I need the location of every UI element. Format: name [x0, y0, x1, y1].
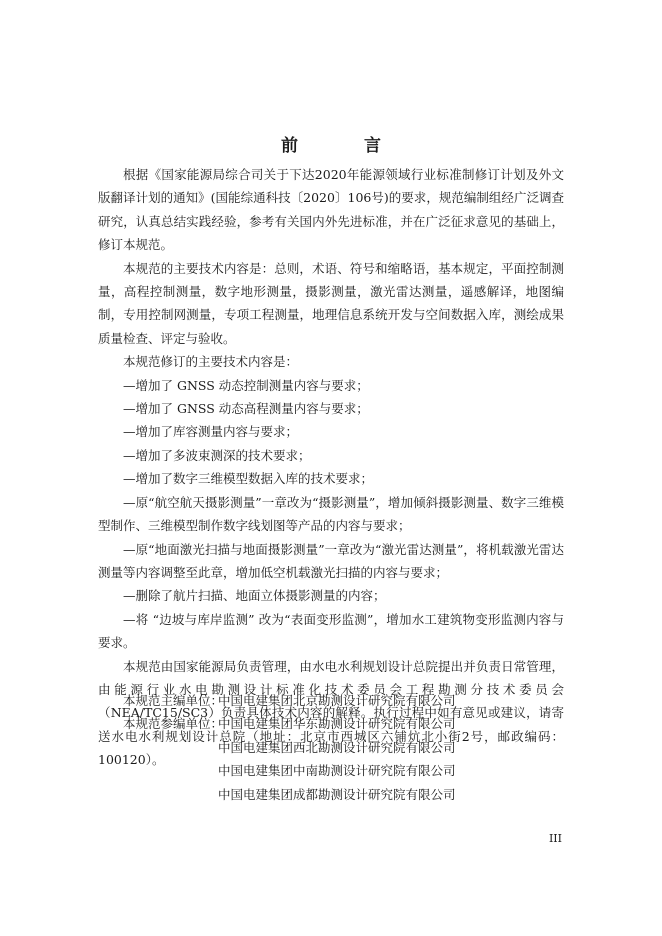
revision-item: —增加了库容测量内容与要求； [123, 424, 299, 440]
chief-unit-row [98, 689, 456, 712]
revision-item: —将 “边坡与库岸监测” 改为“表面变形监测”，增加水工建筑物变形监测内容与要求。 [98, 611, 564, 651]
paragraph-basis: 根据《国家能源局综合司关于下达2020年能源领域行业标准制修订计划及外文版翻译计划的通知》(国能综通科技〔2020〕106号)的要求，规范编制组经广泛调查研究，认真总结实践经验，参考有关国内外先进标准，并在广泛征求意见的基础上，修订本规范。 [98, 167, 564, 253]
page-number: III [548, 832, 562, 845]
revision-item: —增加了 GNSS 动态控制测量内容与要求； [123, 377, 369, 393]
editing-units [98, 689, 456, 806]
participating-unit-name: 中国电建集团成都勘测设计研究院有限公司 [218, 786, 456, 802]
preface-body [98, 163, 564, 772]
participating-unit-name: 中国电建集团华东勘测设计研究院有限公司 [218, 716, 456, 732]
revision-item: —原“地面激光扫描与地面摄影测量”一章改为“激光雷达测量”，将机载激光雷达测量等内容调整至此章，增加低空机载激光扫描的内容与要求； [98, 541, 564, 580]
paragraph-revision-intro: 本规范修订的主要技术内容是： [123, 354, 299, 370]
revision-item: —增加了数字三维模型数据入库的技术要求； [123, 471, 374, 487]
paragraph-management: 本规范由国家能源局负责管理，由水电水利规划设计总院提出并负责日常管理，由能源行业水电勘测设计标准化技术委员会工程勘测分技术委员会（NEA/TC15/SC3）负责具体技术内容的解释。执行过程中如有意见或建议，请寄送水电水利规划设计总院（地址：北京市西城区六铺炕北小街2号，邮政编码：100120）。 [98, 658, 564, 768]
chief-unit-label: 本规范主编单位： [123, 693, 224, 708]
revision-item: —增加了多波束测深的技术要求； [123, 447, 311, 463]
participating-unit-name: 中国电建集团中南勘测设计研究院有限公司 [218, 763, 456, 779]
revision-item: —增加了 GNSS 动态高程测量内容与要求； [123, 401, 369, 417]
participating-unit-name: 中国电建集团西北勘测设计研究院有限公司 [218, 739, 456, 755]
page-title: 前 言 [281, 136, 411, 156]
revision-item: —删除了航片扫描、地面立体摄影测量的内容； [123, 588, 386, 604]
chief-unit-name: 中国电建集团北京勘测设计研究院有限公司 [218, 693, 456, 708]
revision-item: —原“航空航天摄影测量”一章改为“摄影测量”，增加倾斜摄影测量、数字三维模型制作、三维模型制作数字线划图等产品的内容与要求； [98, 494, 564, 534]
participating-units-label: 本规范参编单位： [123, 716, 224, 732]
paragraph-main-content: 本规范的主要技术内容是：总则，术语、符号和缩略语，基本规定，平面控制测量，高程控制测量，数字地形测量，摄影测量，激光雷达测量，遥感解译，地图编制，专用控制网测量，专项工程测量，地理信息系统开发与空间数据入库，测绘成果质量检查、评定与验收。 [98, 260, 564, 346]
participating-units-row [98, 712, 456, 806]
